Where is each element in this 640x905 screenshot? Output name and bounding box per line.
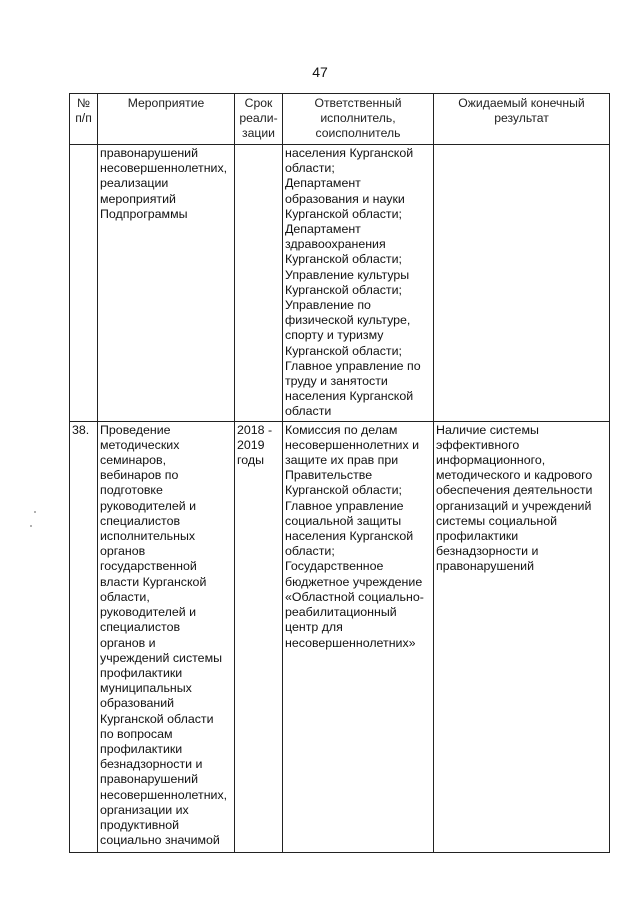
cell-text-line: методического и кадрового xyxy=(436,468,593,483)
cell-text-line: «Областной социально- xyxy=(285,589,424,604)
cell-text-line: Курганской области xyxy=(100,711,214,726)
row-event-cell xyxy=(98,145,235,422)
cell-text-line: Мероприятие xyxy=(127,96,205,110)
cell-text-line: Проведение xyxy=(100,422,171,437)
cell-text-line: социально значимой xyxy=(100,833,220,848)
cell-text-line: Комиссия по делам xyxy=(285,422,398,437)
cell-text-line: исполнитель, xyxy=(320,111,396,126)
header-term xyxy=(235,94,283,145)
cell-text-line: профилактики xyxy=(100,665,183,680)
measures-table xyxy=(69,93,610,853)
cell-text-line: Подпрограммы xyxy=(100,206,188,221)
table-header-row xyxy=(70,94,610,145)
cell-text-line: области, xyxy=(100,589,150,604)
cell-text-line: несовершеннолетних, xyxy=(100,787,228,802)
cell-text-line: 2019 xyxy=(237,437,265,452)
cell-text-line: специалистов xyxy=(100,513,181,528)
cell-text-line: информационного, xyxy=(436,453,546,468)
cell-text-line: Курганской области; xyxy=(285,343,402,358)
cell-text-line: органов xyxy=(100,544,146,559)
cell-text-line: реали- xyxy=(239,111,278,126)
cell-text-line: руководителей и xyxy=(100,498,197,513)
cell-text-line: области xyxy=(285,404,332,419)
cell-text-line: Управление по xyxy=(285,298,371,313)
cell-text-line: эффективного xyxy=(436,437,520,452)
cell-text-line: физической культуре, xyxy=(285,313,411,328)
cell-text-line: специалистов xyxy=(100,620,181,635)
cell-text-line: годы xyxy=(237,453,265,468)
cell-text-line: правонарушений xyxy=(100,772,199,787)
row-term-cell xyxy=(235,421,283,852)
cell-text-line: № xyxy=(76,96,91,110)
cell-text-line: центр для xyxy=(285,620,343,635)
cell-text-line: здравоохранения xyxy=(285,237,386,252)
row-responsible-cell xyxy=(283,421,434,852)
header-result xyxy=(434,94,610,145)
header-num xyxy=(70,94,98,145)
cell-text-line: Правительстве xyxy=(285,468,373,483)
cell-text-line: Главное управление по xyxy=(285,358,421,373)
cell-text-line: Курганской области; xyxy=(285,282,402,297)
cell-text-line: безнадзорности и xyxy=(436,544,539,559)
cell-text-line: образований xyxy=(100,696,175,711)
cell-text-line: методических xyxy=(100,437,180,452)
cell-text-line: правонарушений xyxy=(436,559,535,574)
row-term-cell xyxy=(235,145,283,422)
cell-text-line: организаций и учреждений xyxy=(436,498,592,513)
cell-text-line: защите их прав при xyxy=(285,453,399,468)
cell-text-line: безнадзорности и xyxy=(100,757,203,772)
row-responsible-cell xyxy=(283,145,434,422)
cell-text-line: Срок xyxy=(244,96,273,110)
cell-text-line: несовершеннолетних и xyxy=(285,437,420,452)
cell-text-line: населения Курганской xyxy=(285,529,414,544)
cell-text-line: учреждений системы xyxy=(100,650,222,665)
cell-text-line: власти Курганской xyxy=(100,574,207,589)
cell-text-line: труду и занятости xyxy=(285,374,388,389)
row-result-cell xyxy=(434,421,610,852)
cell-text-line: вебинаров по xyxy=(100,468,179,483)
row-event-cell xyxy=(98,421,235,852)
row-result-cell xyxy=(434,145,610,422)
row-num-cell xyxy=(70,145,98,422)
scan-artifact-dot xyxy=(30,525,32,527)
cell-text-line: соисполнитель xyxy=(315,126,401,141)
cell-text-line: 2018 - xyxy=(237,422,273,437)
table-row xyxy=(70,145,610,422)
cell-text-line: Курганской области; xyxy=(285,483,402,498)
cell-text-line: Курганской области; xyxy=(285,252,402,267)
cell-text-line: правонарушений xyxy=(100,146,199,160)
cell-text-line: области; xyxy=(285,544,335,559)
cell-text-line: семинаров, xyxy=(100,453,167,468)
page-number: 47 xyxy=(312,64,328,80)
cell-text-line: бюджетное учреждение xyxy=(285,574,423,589)
cell-text-line: зации xyxy=(242,126,275,141)
cell-text-line: социальной защиты xyxy=(285,513,402,528)
cell-text-line: руководителей и xyxy=(100,605,197,620)
cell-text-line: результат xyxy=(494,111,549,126)
cell-text-line: Государственное xyxy=(285,559,384,574)
cell-text-line: обеспечения деятельности xyxy=(436,483,593,498)
cell-text-line: Управление культуры xyxy=(285,267,410,282)
cell-text-line: Департамент xyxy=(285,222,361,237)
cell-text-line: спорту и туризму xyxy=(285,328,384,343)
cell-text-line: мероприятий xyxy=(100,191,176,206)
cell-text-line: несовершеннолетних» xyxy=(285,635,416,650)
cell-text-line: профилактики xyxy=(100,741,183,756)
cell-text-line: населения Курганской xyxy=(285,146,414,160)
header-event xyxy=(98,94,235,145)
cell-text-line: Курганской области; xyxy=(285,206,402,221)
cell-text-line: реализации xyxy=(100,176,169,191)
cell-text-line: по вопросам xyxy=(100,726,173,741)
cell-text-line: системы социальной xyxy=(436,513,558,528)
cell-text-line: муниципальных xyxy=(100,681,192,696)
cell-text-line: организации их xyxy=(100,802,189,817)
cell-text-line: несовершеннолетних, xyxy=(100,161,228,176)
table-row xyxy=(70,421,610,852)
cell-text-line: органов и xyxy=(100,635,156,650)
cell-text-line: п/п xyxy=(75,111,92,126)
cell-text-line: населения Курганской xyxy=(285,389,414,404)
cell-text-line: Ответственный xyxy=(314,96,402,110)
cell-text-line: Ожидаемый конечный xyxy=(458,96,585,110)
cell-text-line: продуктивной xyxy=(100,817,180,832)
cell-text-line: подготовке xyxy=(100,483,163,498)
cell-text-line: Главное управление xyxy=(285,498,404,513)
cell-text-line: исполнительных xyxy=(100,529,196,544)
cell-text-line: государственной xyxy=(100,559,197,574)
scan-artifact-dot xyxy=(34,511,36,513)
header-responsible xyxy=(283,94,434,145)
cell-text-line: реабилитационный xyxy=(285,605,397,620)
cell-text-line: образования и науки xyxy=(285,191,405,206)
row-num-cell: 38. xyxy=(70,421,98,852)
cell-text-line: Наличие системы xyxy=(436,422,539,437)
cell-text-line: области; xyxy=(285,161,335,176)
cell-text-line: профилактики xyxy=(436,529,519,544)
cell-text-line: Департамент xyxy=(285,176,361,191)
